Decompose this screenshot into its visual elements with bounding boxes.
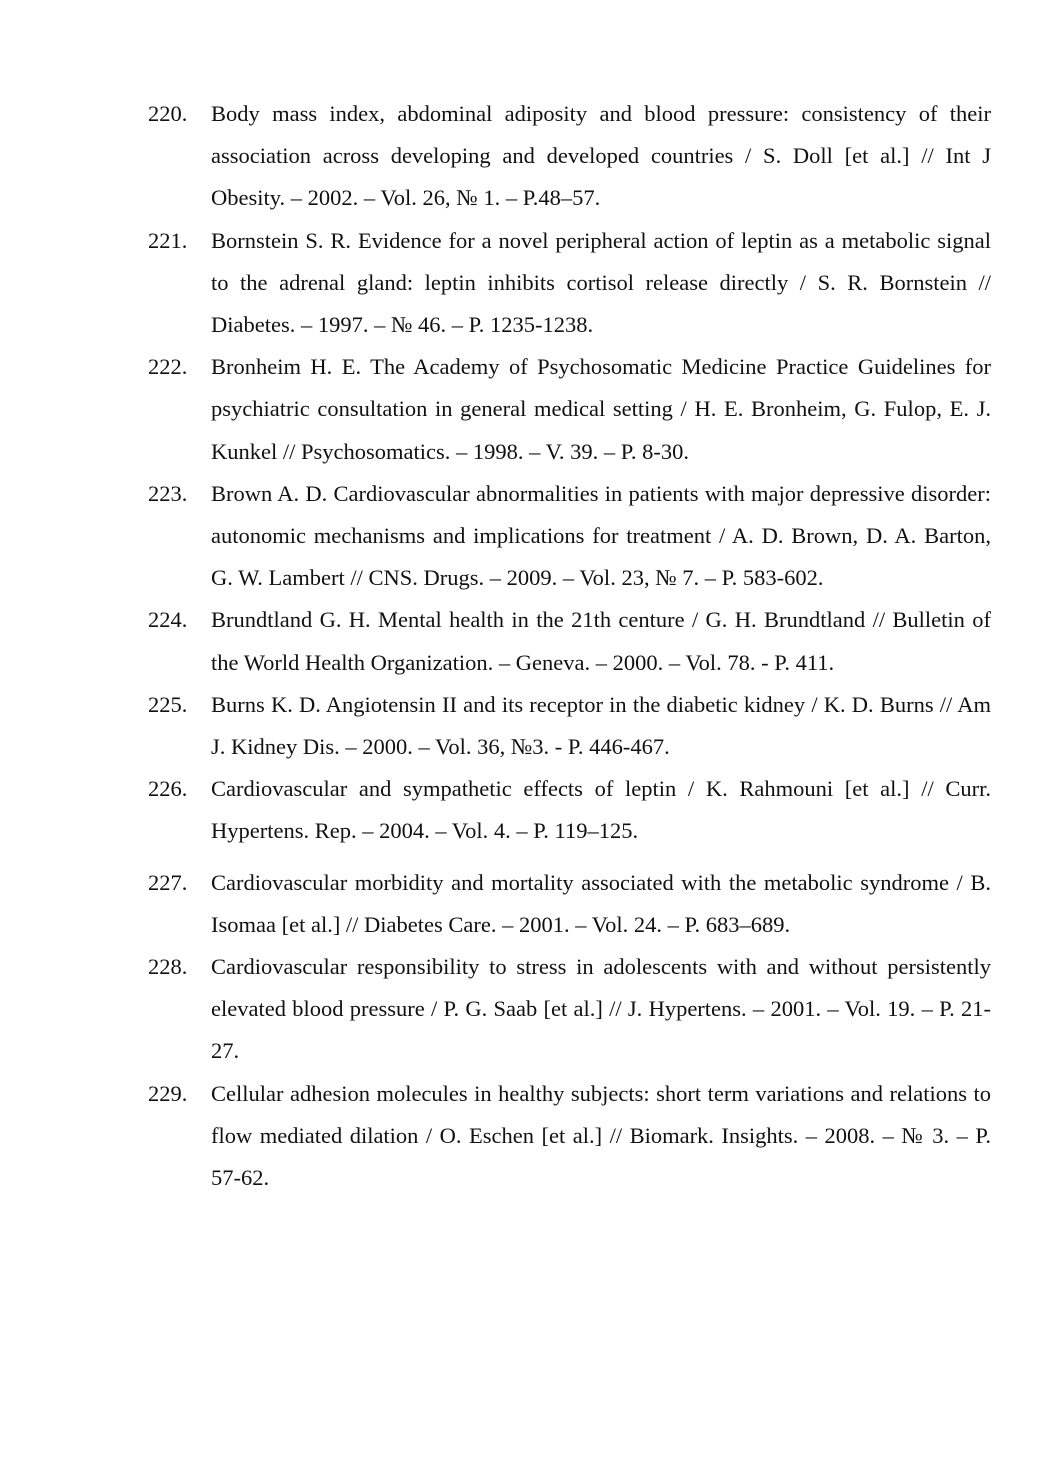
reference-entry-224 xyxy=(148,599,991,683)
reference-number: 229. xyxy=(148,1080,188,1106)
reference-text: Cellular adhesion molecules in healthy subjects: short term variations and relations to flow mediated dilation / O. Eschen [et al.] // Biomark. Insights. – 2008. – № 3. – P. 57-62. xyxy=(211,1080,991,1191)
reference-text: Cardiovascular morbidity and mortality associated with the metabolic syndrome / B. Isomaa [et al.] // Diabetes Care. – 2001. – Vol. 24. – P. 683–689. xyxy=(211,869,991,937)
reference-entry-222 xyxy=(148,346,991,473)
reference-entry-220 xyxy=(148,93,991,220)
reference-entry-229 xyxy=(148,1073,991,1200)
reference-text: Cardiovascular responsibility to stress in adolescents with and without persistently elevated blood pressure / P. G. Saab [et al.] // J. Hypertens. – 2001. – Vol. 19. – P. 21-27. xyxy=(211,954,991,1064)
reference-entry-221 xyxy=(148,220,991,347)
reference-number: 228. xyxy=(148,954,188,980)
reference-text: Brundtland G. H. Mental health in the 21th centure / G. H. Brundtland // Bulletin of the World Health Organization. – Geneva. – 2000. – Vol. 78. - P. 411. xyxy=(211,607,991,675)
reference-text: Burns K. D. Angiotensin II and its receptor in the diabetic kidney / K. D. Burns // Am J. Kidney Dis. – 2000. – Vol. 36, №3. - P. 446-467. xyxy=(211,691,991,760)
reference-text: Bronheim H. E. The Academy of Psychosomatic Medicine Practice Guidelines for psychiatric consultation in general medical setting / H. E. Bronheim, G. Fulop, E. J. Kunkel // Psychosomatics. – 1998. – V. 39. – P. 8-30. xyxy=(211,354,991,464)
reference-text: Bornstein S. R. Evidence for a novel peripheral action of leptin as a metabolic signal to the adrenal gland: leptin inhibits cortisol release directly / S. R. Bornstein // Diabetes. – 1997. – № 46. – P. 1235-1238. xyxy=(211,227,991,338)
reference-entry-226 xyxy=(148,768,991,852)
reference-number: 226. xyxy=(148,776,188,802)
reference-text: Brown A. D. Cardiovascular abnormalities in patients with major depressive disorder: autonomic mechanisms and implications for treatment / A. D. Brown, D. A. Barton, G. W. Lambert // CNS. Drugs. – 2009. – Vol. 23, № 7. – P. 583-602. xyxy=(211,480,991,591)
reference-entry-228 xyxy=(148,946,991,1073)
reference-entry-223 xyxy=(148,473,991,600)
reference-number: 221. xyxy=(148,227,188,253)
reference-list xyxy=(148,93,991,1199)
reference-text: Cardiovascular and sympathetic effects of leptin / K. Rahmouni [et al.] // Curr. Hypertens. Rep. – 2004. – Vol. 4. – P. 119–125. xyxy=(211,776,991,844)
reference-number: 227. xyxy=(148,869,188,895)
reference-number: 225. xyxy=(148,691,188,717)
reference-entry-227 xyxy=(148,862,991,946)
reference-number: 222. xyxy=(148,354,188,380)
reference-number: 223. xyxy=(148,480,188,506)
reference-number: 224. xyxy=(148,607,188,633)
reference-text: Body mass index, abdominal adiposity and blood pressure: consistency of their association across developing and developed countries / S. Doll [et al.] // Int J Obesity. – 2002. – Vol. 26, № 1. – P.48–57. xyxy=(211,101,991,211)
reference-entry-225 xyxy=(148,684,991,768)
reference-number: 220. xyxy=(148,101,188,126)
